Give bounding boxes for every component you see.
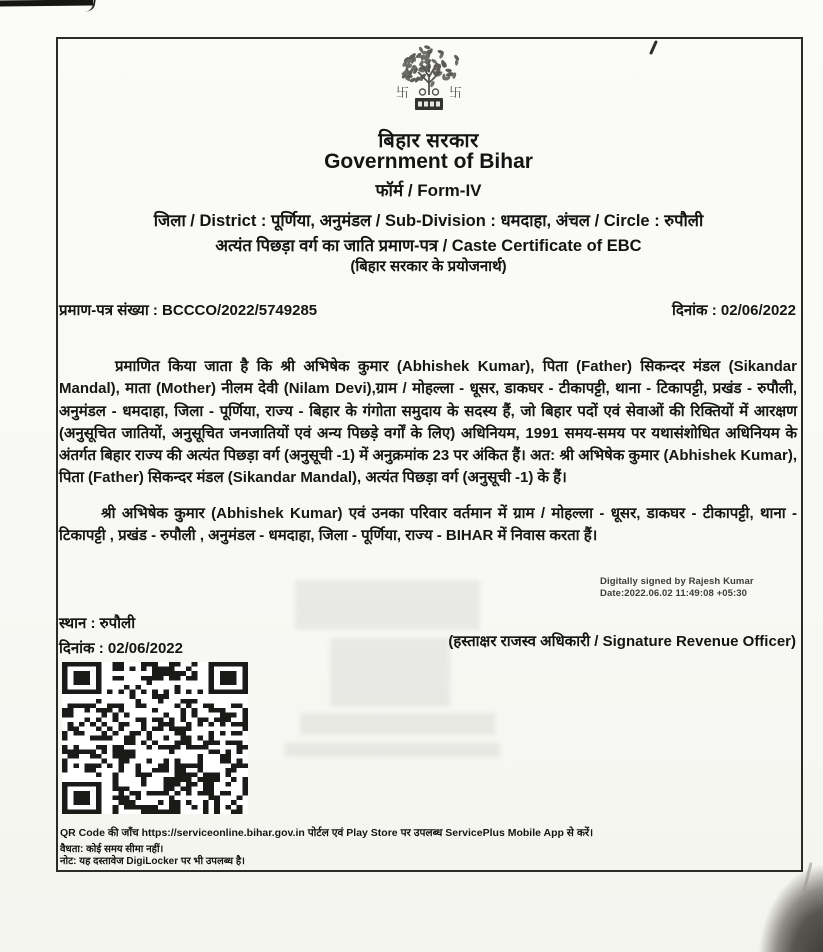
signature-date-value: 02/06/2022 xyxy=(107,640,183,657)
emblem-plaque-glyph xyxy=(418,102,422,107)
place-value: रुपौली xyxy=(99,615,136,632)
form-number-line: फॉर्म / Form-IV xyxy=(375,181,482,200)
place-line xyxy=(59,613,135,633)
org-name-english: Government of Bihar xyxy=(324,150,533,173)
emblem-swastika-left: 卐 xyxy=(396,85,410,100)
revenue-officer-signature-line: (हस्ताक्षर राजस्व अधिकारी / Signature Revenue Officer) xyxy=(448,633,796,650)
validity-note: वैधता: कोई समय सीमा नहीं। xyxy=(60,844,164,855)
digital-signature-line2: Date:2022.06.02 11:49:08 +05:30 xyxy=(600,588,748,599)
issue-date xyxy=(672,300,796,320)
certificate-number-value: BCCCO/2022/5749285 xyxy=(162,302,318,319)
scan-artifact-top-left xyxy=(0,0,93,6)
certification-paragraph: प्रमाणित किया जाता है कि श्री अभिषेक कुमार (Abhishek Kumar), पिता (Father) सिकन्दर मंडल (Sikandar Mandal), माता (Mother) नीलम देवी (Nilam Devi),ग्राम / मोहल्ला - धूसर, डाकघर - टीकापट्टी, थाना - टिकापट्टी, प्रखंड - रुपौली, अनुमंडल - धमदाहा, जिला - पूर्णिया, राज्य - बिहार के गंगोता समुदाय के सदस्य हैं, जो बिहार पदों एवं सेवाओं की रिक्तियों में आरक्षण (अनुसूचित जातियों, अनुसूचित जनजातियों एवं अन्य पिछड़े वर्गों के लिए) अधिनियम, 1991 समय-समय पर यथासंशोधित अधिनियम के अंतर्गत बिहार राज्य की अत्यंत पिछड़ा वर्ग (अनुसूची -1) में अनुक्रमांक 23 पर अंकित हैं। अत: श्री अभिषेक कुमार (Abhishek Kumar), पिता (Father) सिकन्दर मंडल (Sikandar Mandal), अत्यंत पिछड़ा वर्ग (अनुसूची -1) के हैं। xyxy=(59,358,797,487)
org-name-hindi: बिहार सरकार xyxy=(378,130,479,152)
residence-paragraph: श्री अभिषेक कुमार (Abhishek Kumar) एवं उनका परिवार वर्तमान में ग्राम / मोहल्ला - धूसर, डाकघर - टीकापट्टी, थाना - टिकापट्टी , प्रखंड - रुपौली , अनुमंडल - धमदाहा, जिला - पूर्णिया, राज्य - BIHAR में निवास करता हैं। xyxy=(59,505,797,545)
certificate-meta-row xyxy=(59,300,796,320)
certificate-title: अत्यंत पिछड़ा वर्ग का जाति प्रमाण-पत्र / Caste Certificate of EBC xyxy=(215,237,642,255)
issue-date-value: 02/06/2022 xyxy=(720,302,796,319)
emblem-plaque-glyph xyxy=(436,102,440,107)
pen-mark-icon xyxy=(85,0,96,13)
scan-shadow-bottom-right xyxy=(753,852,823,952)
certificate-number-label: प्रमाण-पत्र संख्या : xyxy=(59,302,158,319)
signature-date-label: दिनांक : xyxy=(59,640,104,657)
digital-signature-line1: Digitally signed by Rajesh Kumar xyxy=(600,576,754,587)
qr-code xyxy=(62,662,248,814)
certificate-number xyxy=(59,300,317,320)
emblem-leaf xyxy=(445,68,452,72)
emblem-leaf xyxy=(424,45,431,50)
signature-date-line xyxy=(59,638,183,658)
purpose-line: (बिहार सरकार के प्रयोजनार्थ) xyxy=(350,258,507,275)
emblem-plaque-glyph xyxy=(430,102,434,107)
emblem-plaque-glyph xyxy=(424,102,428,107)
district-subdivision-circle-line: जिला / District : पूर्णिया, अनुमंडल / Sub-Division : धमदाहा, अंचल / Circle : रुपौली xyxy=(153,212,704,230)
place-label: स्थान : xyxy=(59,615,96,632)
bihar-emblem-icon xyxy=(374,42,484,124)
emblem-bead xyxy=(420,89,426,95)
issue-date-label: दिनांक : xyxy=(672,302,717,319)
digital-signature-note xyxy=(600,576,775,600)
digilocker-note: नोट: यह दस्तावेज DigiLocker पर भी उपलब्ध है। xyxy=(60,856,245,867)
qr-code-wrap xyxy=(62,662,248,814)
qr-verification-note: QR Code की जाँच https://serviceonline.bihar.gov.in पोर्टल एवं Play Store पर उपलब्ध ServicePlus Mobile App से करें। xyxy=(60,827,594,839)
emblem-swastika-right: 卐 xyxy=(449,85,463,100)
emblem-bead xyxy=(433,89,439,95)
